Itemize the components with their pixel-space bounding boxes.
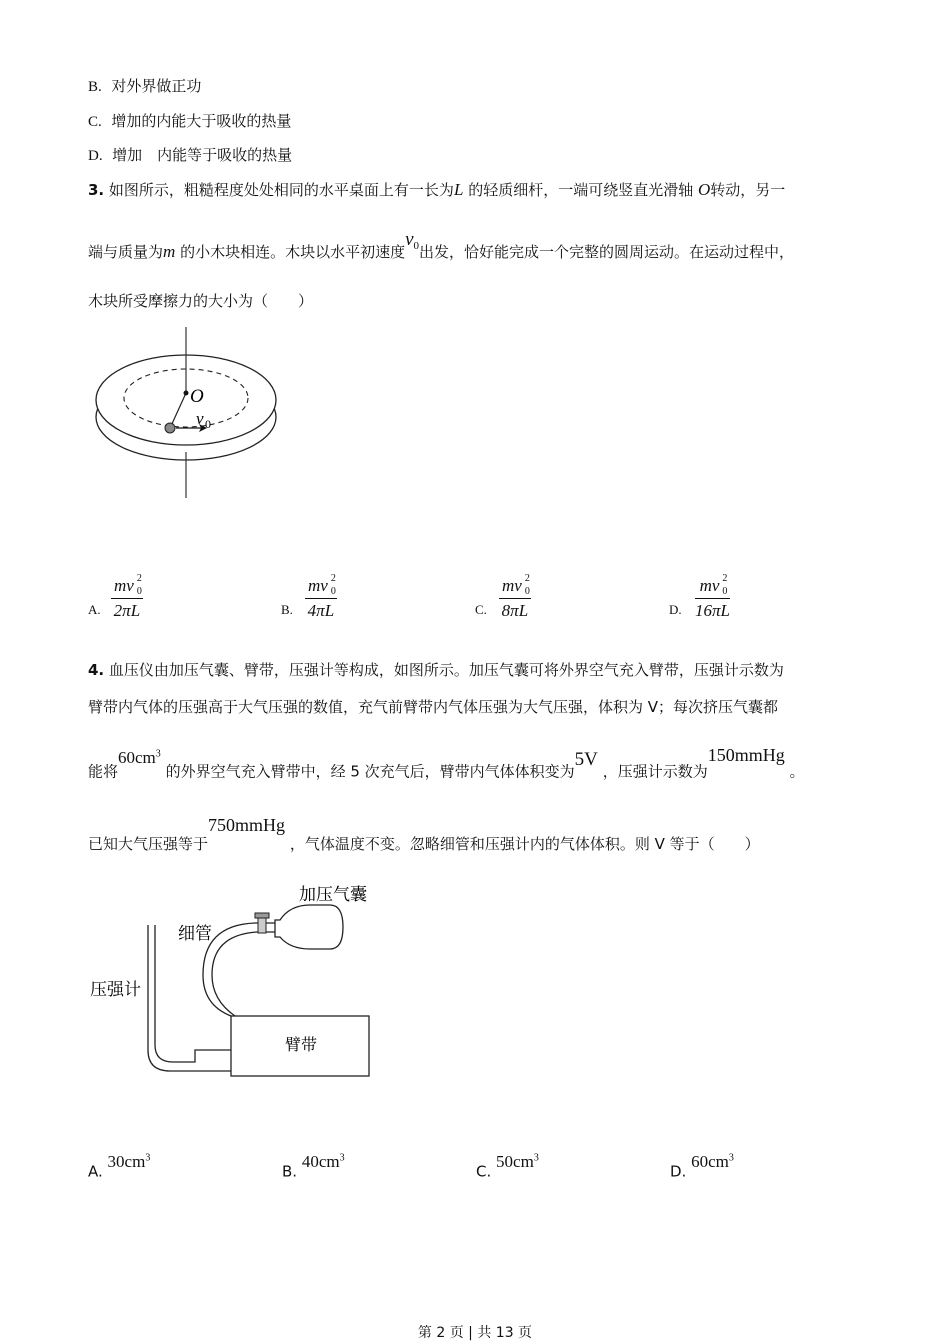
label-v-sub: 0	[205, 417, 211, 431]
sub: 0	[722, 586, 728, 597]
var-O: O	[697, 180, 711, 199]
option-label[interactable]: A.	[88, 602, 101, 617]
option-value: 50cm	[496, 1151, 534, 1171]
label-gauge: 压强计	[90, 980, 141, 1000]
option-text: 增加 内能等于吸收的热量	[112, 146, 293, 164]
option-label[interactable]: C.	[475, 602, 487, 617]
text: 的小木块相连。木块以水平初速度	[180, 243, 406, 261]
option-label[interactable]: B.	[281, 602, 293, 617]
text: 如图所示，粗糙程度处处相同的水平桌面上有一长为	[108, 181, 454, 199]
sup: 3	[339, 1152, 345, 1163]
option-text: 对外界做正功	[111, 77, 202, 95]
text: 已知大气压强等于	[88, 835, 209, 853]
sup: 2	[330, 573, 336, 584]
option-label: C.	[476, 1162, 492, 1181]
numerator: mv	[114, 576, 134, 595]
option-d[interactable]	[670, 1151, 734, 1182]
label-bulb: 加压气囊	[299, 885, 367, 905]
question-number: 3.	[88, 181, 105, 199]
numerator: mv	[699, 576, 720, 595]
label-tube: 细管	[178, 924, 212, 944]
question-number: 4.	[88, 661, 105, 679]
text: 端与质量为	[88, 243, 164, 261]
option-d-fraction[interactable]	[695, 573, 730, 621]
label-cuff: 臂带	[285, 1035, 318, 1054]
sup: 2	[136, 573, 142, 584]
sup: 3	[533, 1152, 539, 1163]
volume: 60cm	[118, 747, 156, 767]
label-v: v	[196, 409, 204, 428]
var-v: v	[405, 229, 414, 250]
option-value: 30cm	[107, 1151, 146, 1171]
denominator: 8πL	[501, 601, 529, 620]
sub: 0	[524, 586, 530, 597]
atmospheric-pressure: 750mmHg	[208, 815, 286, 835]
option-c	[88, 111, 291, 132]
sup: 3	[155, 748, 161, 759]
blood-pressure-figure	[85, 875, 385, 1085]
option-c[interactable]	[476, 1151, 539, 1182]
numerator: mv	[308, 576, 328, 595]
sub: 0	[330, 586, 336, 597]
denominator: 16πL	[695, 601, 730, 620]
q3-line1	[88, 180, 785, 200]
q3-line2	[88, 229, 795, 268]
text: 血压仪由加压气囊、臂带，压强计等构成，如图所示。加压气囊可将外界空气充入臂带，压强计示数为	[108, 661, 784, 679]
numerator: mv	[502, 576, 522, 595]
option-label: B.	[88, 79, 102, 95]
option-c-fraction[interactable]	[499, 573, 531, 621]
text: ，压强计示数为	[602, 762, 708, 781]
text: 的外界空气充入臂带中，经 5 次充气后，臂带内气体体积变为	[165, 762, 575, 781]
denominator: 4πL	[307, 601, 335, 620]
sup: 2	[524, 573, 530, 584]
option-label: D.	[88, 148, 103, 164]
q3-line3: 木块所受摩擦力的大小为（ ）	[88, 292, 314, 310]
text: 。	[789, 762, 805, 781]
label-O: O	[190, 386, 204, 407]
sub: 0	[136, 586, 142, 597]
text: ，气体温度不变。忽略细管和压强计内的气体体积。则 V 等于（ ）	[289, 835, 760, 853]
q4-line2: 臂带内气体的压强高于大气压强的数值，充气前臂带内气体压强为大气压强，体积为 V；每次挤压气囊都	[88, 698, 779, 716]
sup: 3	[728, 1152, 734, 1163]
volume-5V: 5V	[574, 748, 598, 770]
option-label[interactable]: D.	[669, 602, 682, 617]
option-label: A.	[88, 1162, 103, 1181]
option-label: C.	[88, 114, 102, 130]
option-a[interactable]	[88, 1151, 151, 1182]
denominator: 2πL	[113, 601, 141, 620]
text: 能将	[88, 762, 119, 781]
option-label: B.	[282, 1162, 298, 1181]
q4-line1	[88, 660, 784, 680]
q4-line4	[88, 815, 760, 854]
text: 的轻质细杆，一端可绕竖直光滑轴	[468, 181, 694, 199]
page-footer: 第 2 页 | 共 13 页	[417, 1325, 533, 1341]
option-b-fraction[interactable]	[305, 573, 337, 621]
option-d	[88, 145, 292, 166]
text: 转动，另一	[710, 181, 786, 199]
rotating-block-figure	[85, 320, 385, 510]
var-m: m	[163, 242, 176, 261]
option-text: 增加的内能大于吸收的热量	[111, 112, 292, 130]
option-b[interactable]	[282, 1151, 345, 1182]
q4-line3	[88, 744, 805, 782]
option-label: D.	[670, 1162, 687, 1181]
pressure-reading: 150mmHg	[707, 744, 785, 765]
var-L: L	[453, 180, 464, 199]
option-value: 60cm	[691, 1151, 729, 1171]
text: 出发，恰好能完成一个完整的圆周运动。在运动过程中，	[419, 243, 795, 261]
sup: 2	[722, 573, 728, 584]
option-b	[88, 76, 201, 97]
subscript: 0	[413, 240, 420, 252]
option-value: 40cm	[301, 1151, 340, 1171]
sup: 3	[145, 1152, 151, 1163]
option-a-fraction[interactable]	[111, 573, 143, 621]
